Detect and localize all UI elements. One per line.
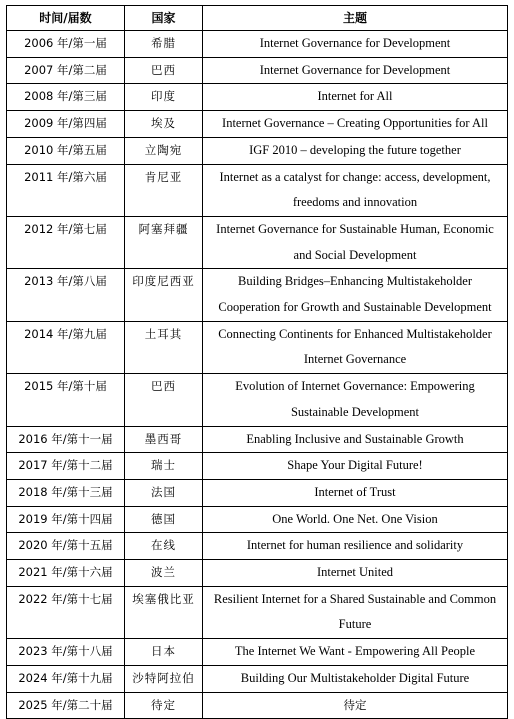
igf-table-container <box>6 5 507 719</box>
year-cell: 2025 年/第二十届 <box>7 692 125 719</box>
country-cell: 巴西 <box>125 374 203 426</box>
table-row <box>7 426 508 453</box>
table-row <box>7 111 508 138</box>
theme-cell: Connecting Continents for Enhanced Multistakeholder Internet Governance <box>203 321 508 373</box>
table-row <box>7 164 508 216</box>
theme-cell: Building Our Multistakeholder Digital Future <box>203 665 508 692</box>
year-cell: 2020 年/第十五届 <box>7 533 125 560</box>
theme-cell: The Internet We Want - Empowering All People <box>203 639 508 666</box>
table-row <box>7 84 508 111</box>
table-row <box>7 665 508 692</box>
year-cell: 2013 年/第八届 <box>7 269 125 321</box>
table-row <box>7 269 508 321</box>
theme-cell: IGF 2010 – developing the future together <box>203 137 508 164</box>
country-cell: 日本 <box>125 639 203 666</box>
country-cell: 希腊 <box>125 31 203 58</box>
table-row <box>7 321 508 373</box>
theme-cell: Internet Governance – Creating Opportunities for All <box>203 111 508 138</box>
year-cell: 2015 年/第十届 <box>7 374 125 426</box>
country-cell: 埃及 <box>125 111 203 138</box>
country-cell: 印度 <box>125 84 203 111</box>
theme-cell: Internet Governance for Sustainable Human, Economic and Social Development <box>203 216 508 268</box>
theme-cell: Internet for All <box>203 84 508 111</box>
theme-cell: Internet as a catalyst for change: access, development, freedoms and innovation <box>203 164 508 216</box>
country-cell: 波兰 <box>125 560 203 587</box>
year-cell: 2022 年/第十七届 <box>7 586 125 638</box>
table-row <box>7 639 508 666</box>
theme-cell: Internet Governance for Development <box>203 57 508 84</box>
table-row <box>7 31 508 58</box>
year-cell: 2014 年/第九届 <box>7 321 125 373</box>
country-cell: 印度尼西亚 <box>125 269 203 321</box>
table-row <box>7 506 508 533</box>
year-cell: 2006 年/第一届 <box>7 31 125 58</box>
country-cell: 待定 <box>125 692 203 719</box>
country-cell: 立陶宛 <box>125 137 203 164</box>
table-row <box>7 57 508 84</box>
theme-cell: Resilient Internet for a Shared Sustainable and Common Future <box>203 586 508 638</box>
year-cell: 2017 年/第十二届 <box>7 453 125 480</box>
header-theme: 主题 <box>203 6 508 31</box>
table-row <box>7 479 508 506</box>
year-cell: 2011 年/第六届 <box>7 164 125 216</box>
theme-cell: Shape Your Digital Future! <box>203 453 508 480</box>
country-cell: 法国 <box>125 479 203 506</box>
year-cell: 2018 年/第十三届 <box>7 479 125 506</box>
year-cell: 2021 年/第十六届 <box>7 560 125 587</box>
country-cell: 巴西 <box>125 57 203 84</box>
theme-cell: Internet of Trust <box>203 479 508 506</box>
country-cell: 在线 <box>125 533 203 560</box>
table-row <box>7 692 508 719</box>
table-header-row <box>7 6 508 31</box>
table-row <box>7 533 508 560</box>
country-cell: 土耳其 <box>125 321 203 373</box>
year-cell: 2009 年/第四届 <box>7 111 125 138</box>
igf-sessions-table <box>6 5 508 719</box>
country-cell: 埃塞俄比亚 <box>125 586 203 638</box>
country-cell: 阿塞拜疆 <box>125 216 203 268</box>
year-cell: 2019 年/第十四届 <box>7 506 125 533</box>
table-row <box>7 560 508 587</box>
country-cell: 肯尼亚 <box>125 164 203 216</box>
country-cell: 德国 <box>125 506 203 533</box>
table-row <box>7 137 508 164</box>
theme-cell: Evolution of Internet Governance: Empowering Sustainable Development <box>203 374 508 426</box>
table-row <box>7 374 508 426</box>
theme-cell: Internet United <box>203 560 508 587</box>
theme-cell: 待定 <box>203 692 508 719</box>
year-cell: 2024 年/第十九届 <box>7 665 125 692</box>
year-cell: 2012 年/第七届 <box>7 216 125 268</box>
year-cell: 2023 年/第十八届 <box>7 639 125 666</box>
theme-cell: Internet Governance for Development <box>203 31 508 58</box>
theme-cell: Enabling Inclusive and Sustainable Growth <box>203 426 508 453</box>
theme-cell: Internet for human resilience and solidarity <box>203 533 508 560</box>
header-country: 国家 <box>125 6 203 31</box>
year-cell: 2007 年/第二届 <box>7 57 125 84</box>
table-row <box>7 453 508 480</box>
theme-cell: Building Bridges–Enhancing Multistakeholder Cooperation for Growth and Sustainable Development <box>203 269 508 321</box>
country-cell: 瑞士 <box>125 453 203 480</box>
table-row <box>7 216 508 268</box>
table-row <box>7 586 508 638</box>
year-cell: 2016 年/第十一届 <box>7 426 125 453</box>
year-cell: 2008 年/第三届 <box>7 84 125 111</box>
country-cell: 沙特阿拉伯 <box>125 665 203 692</box>
theme-cell: One World. One Net. One Vision <box>203 506 508 533</box>
country-cell: 墨西哥 <box>125 426 203 453</box>
header-year-session: 时间/届数 <box>7 6 125 31</box>
year-cell: 2010 年/第五届 <box>7 137 125 164</box>
